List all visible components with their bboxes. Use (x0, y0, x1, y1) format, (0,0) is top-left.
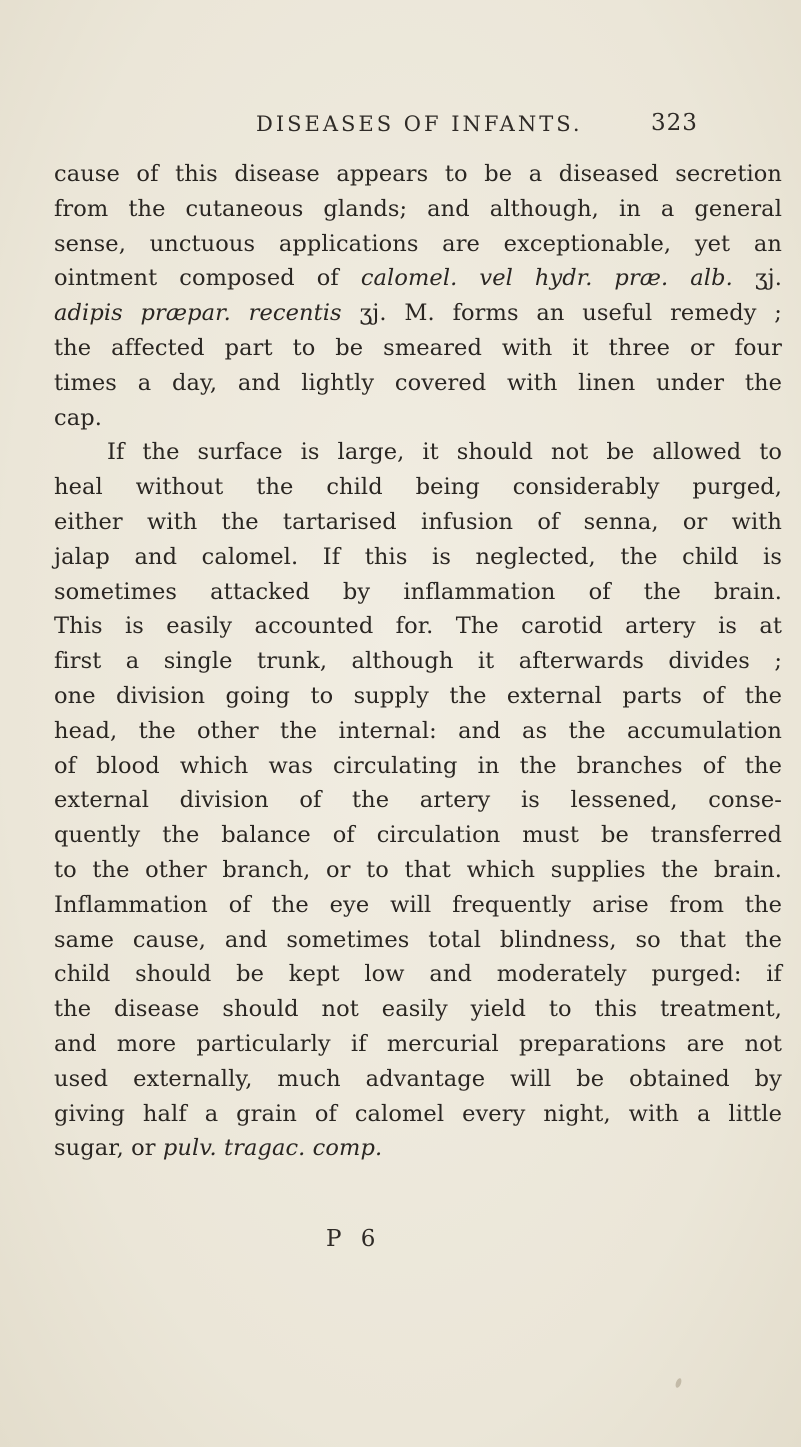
text-run: ointment composed of (54, 265, 361, 292)
text-line (54, 853, 782, 888)
text-run: either with the tartarised infusion of senna, or with (54, 508, 782, 535)
text-run: external division of the artery is lessened, conse- (54, 787, 782, 814)
text-line (54, 470, 782, 505)
text-line (54, 818, 782, 853)
text-run: of blood which was circulating in the branches of the (54, 752, 782, 779)
text-line (54, 644, 782, 679)
running-head (0, 112, 801, 148)
text-run: used externally, much advantage will be obtained by (54, 1065, 782, 1092)
text-run: first a single trunk, although it afterwards divides ; (54, 648, 782, 675)
running-title: DISEASES OF INFANTS. (256, 112, 583, 136)
text-line (54, 540, 782, 575)
text-run: heal without the child being considerably purged, (54, 474, 782, 501)
text-line (54, 923, 782, 958)
text-line (54, 575, 782, 610)
text-line (54, 1097, 782, 1132)
text-line (54, 783, 782, 818)
text-line (54, 505, 782, 540)
text-line (54, 401, 782, 436)
text-line (54, 1062, 782, 1097)
text-line (54, 435, 782, 470)
text-line (54, 888, 782, 923)
text-run: This is easily accounted for. The carotid artery is at (54, 613, 782, 640)
text-line (54, 957, 782, 992)
text-run: Inflammation of the eye will frequently arise from the (54, 891, 782, 918)
text-line (54, 157, 782, 192)
text-run: sugar, or (54, 1135, 163, 1162)
text-line (54, 992, 782, 1027)
text-run: the disease should not easily yield to this treatment, (54, 996, 782, 1023)
text-run: cause of this disease appears to be a diseased secretion (54, 161, 782, 187)
body-text (54, 157, 782, 1166)
text-line (54, 192, 782, 227)
text-run: one division going to supply the external parts of the (54, 682, 782, 709)
text-line (54, 609, 782, 644)
text-run: sense, unctuous applications are exceptionable, yet an (54, 230, 782, 257)
text-line (54, 749, 782, 784)
text-run: to the other branch, or to that which supplies the brain. (54, 856, 782, 883)
text-line (54, 296, 782, 331)
text-run: child should be kept low and moderately purged: if (54, 961, 782, 988)
text-run: giving half a grain of calomel every night, with a little (54, 1100, 782, 1127)
signature-mark: P 6 (326, 1226, 382, 1252)
text-run: ʒj. (732, 265, 782, 292)
text-run: cap. (54, 404, 102, 431)
text-line (54, 366, 782, 401)
italic-text: calomel. vel hydr. præ. alb. (360, 265, 733, 292)
text-line (54, 227, 782, 262)
text-run: from the cutaneous glands; and although, in a general (54, 195, 782, 222)
text-line (54, 1131, 782, 1166)
text-run: quently the balance of circulation must be transferred (54, 822, 782, 849)
text-run: the affected part to be smeared with it three or four (54, 334, 782, 361)
text-run: ʒj. M. forms an useful remedy ; (341, 300, 782, 327)
text-run: jalap and calomel. If this is neglected, the child is (54, 543, 782, 570)
text-line (54, 331, 782, 366)
paragraph (54, 435, 782, 1166)
italic-text: pulv. tragac. comp. (162, 1135, 383, 1162)
text-run: same cause, and sometimes total blindness, so that the (54, 926, 782, 953)
text-line (54, 714, 782, 749)
text-line (54, 261, 782, 296)
text-line (54, 1027, 782, 1062)
italic-text: adipis præpar. recentis (54, 300, 342, 327)
text-line (54, 679, 782, 714)
text-run: times a day, and lightly covered with linen under the (54, 369, 782, 396)
text-run: sometimes attacked by inflammation of the brain. (54, 578, 782, 605)
text-run: head, the other the internal: and as the accumulation (54, 717, 782, 744)
page-number: 323 (651, 110, 698, 136)
text-run: and more particularly if mercurial preparations are not (54, 1030, 782, 1057)
paragraph (54, 157, 782, 435)
text-run: If the surface is large, it should not be allowed to (107, 439, 782, 466)
paper-speck (674, 1377, 682, 1388)
